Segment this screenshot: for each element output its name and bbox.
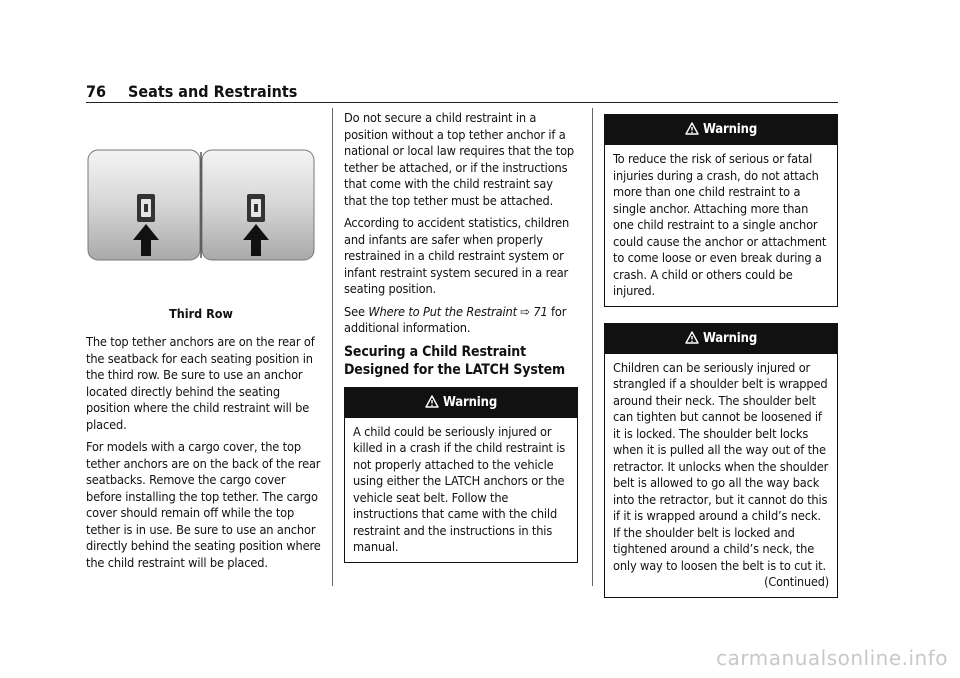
column-3 bbox=[604, 114, 838, 598]
seatback-anchor-illustration bbox=[86, 148, 316, 262]
warning-title: Warning bbox=[442, 394, 498, 410]
warning-icon bbox=[425, 395, 439, 409]
warning-header bbox=[345, 388, 577, 418]
paragraph: Do not secure a child restraint in a position without a top tether anchor if a national or local law requires that the top tether be attached, or if the instructions that come with the child restraint say that the top tether must be attached. bbox=[344, 110, 575, 208]
reference-page[interactable]: 71 bbox=[533, 303, 548, 319]
watermark: carmanualsonline.info bbox=[716, 646, 948, 670]
paragraph: According to accident statistics, children and infants are safer when properly restrained in a child restraint system or infant restraint system secured in a rear seating position. bbox=[344, 215, 570, 296]
continued-label: (Continued) bbox=[764, 574, 829, 589]
warning-box bbox=[344, 387, 578, 563]
paragraph: For models with a cargo cover, the top tether anchors are on the back of the rear seatbacks. Remove the cargo cover before installing the top tether. The cargo cover should remain off while the top tether is in use. Be sure to use an anchor directly behind the seating position where the child restraint will be placed. bbox=[86, 439, 321, 570]
section-heading: Securing a Child Restraint Designed for the LATCH System bbox=[344, 343, 565, 378]
tether-anchor-icon bbox=[247, 194, 265, 222]
tether-anchor-icon bbox=[137, 194, 155, 222]
warning-text: To reduce the risk of serious or fatal injuries during a crash, do not attach more than one child restraint to a single anchor. Attaching more than one child restraint to a single anchor could cause the anchor or attachment to come loose or even break during a crash. A child or others could be injured. bbox=[613, 151, 827, 298]
column-divider bbox=[332, 108, 333, 586]
page-ref-arrow-icon: ⇨ bbox=[520, 303, 530, 319]
warning-title: Warning bbox=[702, 330, 758, 346]
warning-icon bbox=[685, 122, 699, 136]
cross-reference: See Where to Put the Restraint ⇨ 71 for additional information. bbox=[344, 303, 567, 335]
warning-header bbox=[605, 115, 837, 145]
column-2 bbox=[344, 110, 578, 573]
warning-text: A child could be seriously injured or killed in a crash if the child restraint is not properly attached to the vehicle using either the LATCH anchors or the vehicle seat belt. Follow the instructions that came with the child restraint and the instructions in this manual. bbox=[353, 423, 566, 554]
reference-title[interactable]: Where to Put the Restraint bbox=[368, 303, 517, 319]
column-divider bbox=[592, 108, 593, 586]
page-number: 76 bbox=[86, 82, 107, 101]
column-1 bbox=[86, 334, 322, 577]
warning-box bbox=[604, 323, 838, 598]
header-rule bbox=[86, 102, 838, 103]
warning-text: Children can be seriously injured or strangled if a shoulder belt is wrapped around their neck. The shoulder belt can tighten but cannot be loosened if it is locked. The shoulder belt locks when it is pulled all the way out of the retractor. It unlocks when the shoulder belt is allowed to go all the way back into the retractor, but it cannot do this if it is wrapped around a child’s neck. If the shoulder belt is locked and tightened around a child’s neck, the only way to loosen the belt is to cut it. bbox=[613, 359, 829, 573]
warning-box bbox=[604, 114, 838, 307]
warning-header bbox=[605, 324, 837, 354]
warning-icon bbox=[685, 331, 699, 345]
paragraph: The top tether anchors are on the rear of the seatback for each seating position in the third row. Be sure to use an anchor located directly behind the seating position where the child restraint will be placed. bbox=[86, 334, 315, 432]
warning-title: Warning bbox=[702, 122, 758, 137]
figure-caption: Third Row bbox=[169, 306, 233, 321]
section-title: Seats and Restraints bbox=[128, 82, 298, 101]
